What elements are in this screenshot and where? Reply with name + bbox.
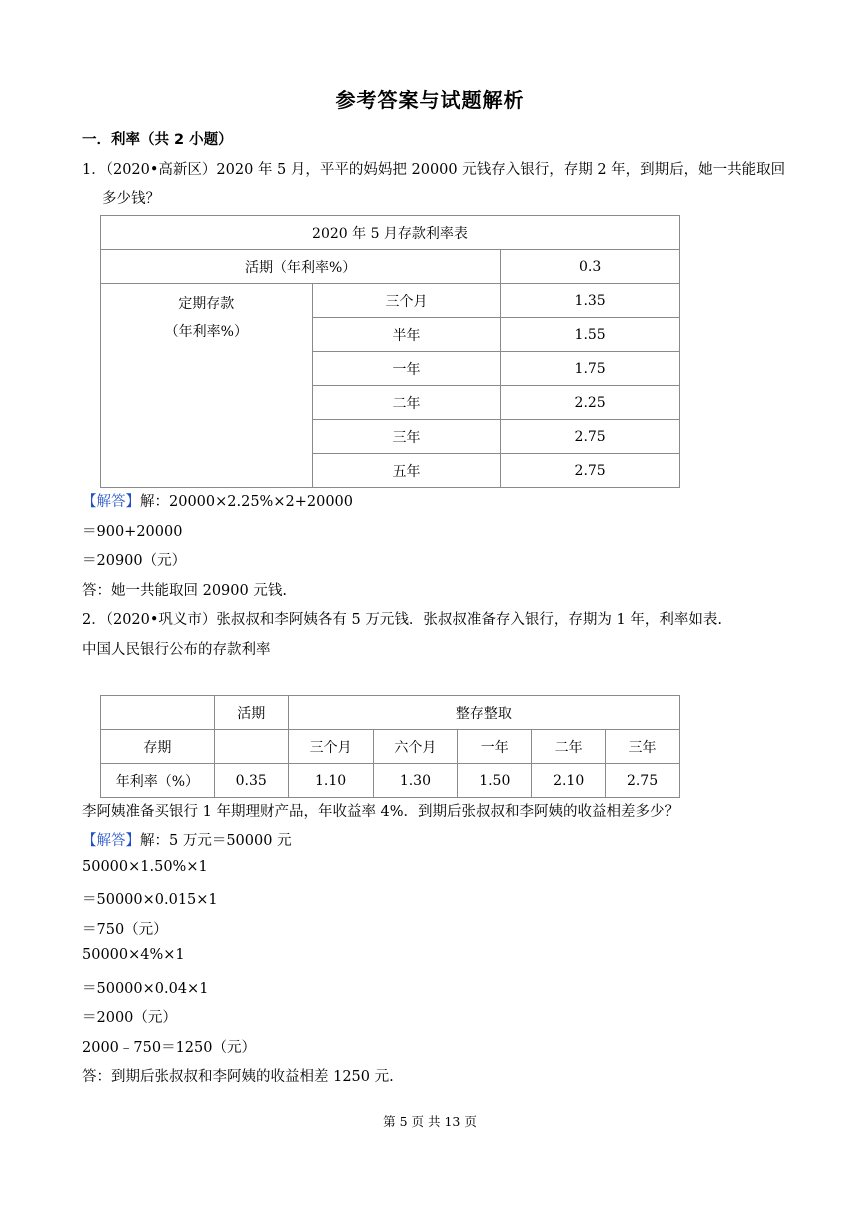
page-footer: 第 5 页 共 13 页 (383, 1114, 477, 1129)
answer-tag: 【解答】 (82, 494, 140, 510)
fixed-deposit-label-line2: （年利率%） (164, 324, 248, 340)
rate-cell: 2.25 (501, 386, 680, 420)
term-cell: 三年 (312, 420, 501, 454)
answer-2-line-9: 答：到期后张叔叔和李阿姨的收益相差 1250 元. (82, 1069, 394, 1085)
section-heading: 一．利率（共 2 小题） (82, 132, 233, 148)
answer-2-line-2: 50000×1.50%×1 (82, 859, 208, 875)
term-label: 存期 (101, 730, 215, 764)
term-cell: 半年 (312, 318, 501, 352)
empty-header-cell (101, 696, 215, 730)
answer-2-line-7: ＝2000（元） (82, 1010, 177, 1026)
term-cell: 二年 (312, 386, 501, 420)
question-1-text-cont: 多少钱？ (102, 191, 160, 207)
term-cell: 一年 (458, 730, 532, 764)
question-2-subtitle: 中国人民银行公布的存款利率 (82, 642, 271, 658)
term-cell: 六个月 (373, 730, 458, 764)
fixed-deposit-label (101, 284, 313, 488)
term-cell: 三个月 (288, 730, 373, 764)
term-cell: 五年 (312, 454, 501, 488)
rate-cell: 2.75 (501, 454, 680, 488)
deposit-rate-table-2020 (100, 215, 680, 488)
answer-1-line-1: 【解答】解：20000×2.25%×2+20000 (82, 494, 353, 510)
rate-cell: 1.75 (501, 352, 680, 386)
current-rate-cell: 0.35 (214, 764, 288, 798)
answer-2-line-3: ＝50000×0.015×1 (82, 892, 218, 908)
current-deposit-rate: 0.3 (501, 250, 680, 284)
question-1-text: 1．（2020•高新区）2020 年 5 月，平平的妈妈把 20000 元钱存入银行，存期 2 年，到期后，她一共能取回 (82, 162, 786, 178)
rate-cell: 2.75 (501, 420, 680, 454)
pboc-deposit-rate-table (100, 695, 680, 798)
rate-cell: 1.55 (501, 318, 680, 352)
answer-1-line-3: ＝20900（元） (82, 553, 187, 569)
fixed-deposit-label-line1: 定期存款 (178, 296, 235, 312)
rate-cell: 2.10 (532, 764, 606, 798)
header-fixed: 整存整取 (288, 696, 679, 730)
answer-1-line-4: 答：她一共能取回 20900 元钱. (82, 583, 287, 599)
current-deposit-label: 活期（年利率%） (101, 250, 501, 284)
answer-2-line-6: ＝50000×0.04×1 (82, 981, 209, 997)
question-2-followup: 李阿姨准备买银行 1 年期理财产品，年收益率 4%．到期后张叔叔和李阿姨的收益相差多少？ (82, 804, 680, 820)
question-2-text: 2．（2020•巩义市）张叔叔和李阿姨各有 5 万元钱．张叔叔准备存入银行，存期为 1 年，利率如表. (82, 612, 722, 628)
term-cell: 三年 (606, 730, 680, 764)
answer-1-line-2: ＝900+20000 (82, 524, 183, 540)
rate-cell: 1.10 (288, 764, 373, 798)
rate-label: 年利率（%） (101, 764, 215, 798)
answer-2-line-4: ＝750（元） (82, 922, 168, 938)
rate-cell: 1.30 (373, 764, 458, 798)
term-cell: 二年 (532, 730, 606, 764)
answer-tag: 【解答】 (82, 833, 140, 849)
term-cell: 三个月 (312, 284, 501, 318)
rate-cell: 1.35 (501, 284, 680, 318)
term-cell: 一年 (312, 352, 501, 386)
answer-2-line-8: 2000﹣750＝1250（元） (82, 1040, 256, 1056)
header-current: 活期 (214, 696, 288, 730)
table-caption: 2020 年 5 月存款利率表 (101, 216, 680, 250)
page-title: 参考答案与试题解析 (335, 88, 525, 112)
answer-2-line-1: 【解答】解：5 万元＝50000 元 (82, 833, 292, 849)
empty-term-cell (214, 730, 288, 764)
rate-cell: 2.75 (606, 764, 680, 798)
answer-2-line-5: 50000×4%×1 (82, 947, 185, 963)
rate-cell: 1.50 (458, 764, 532, 798)
